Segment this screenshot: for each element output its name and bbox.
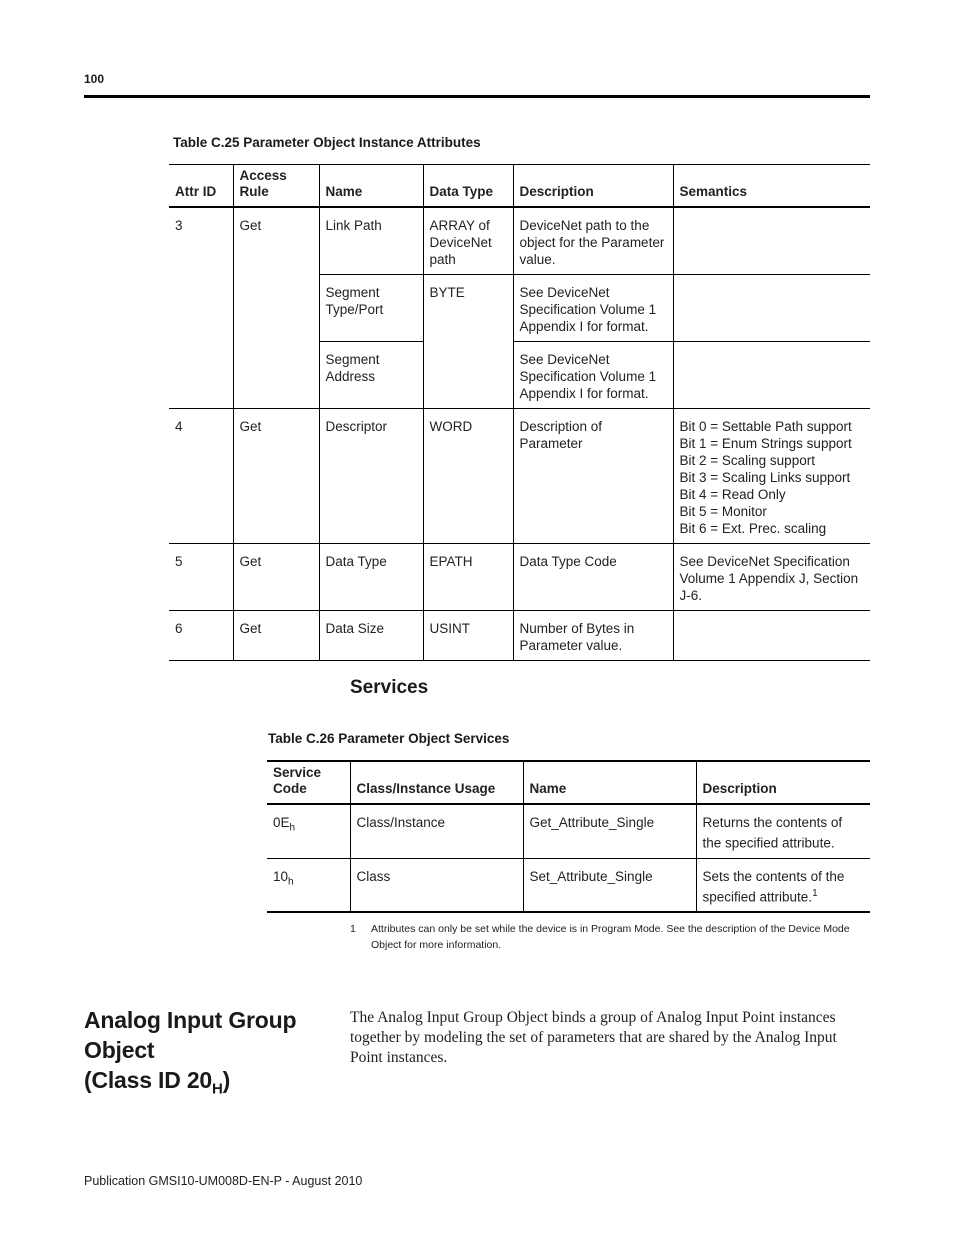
page-number: 100: [84, 72, 105, 86]
header-data-type: Data Type: [423, 165, 513, 208]
header-service-code: Service Code: [267, 761, 350, 804]
header-semantics: Semantics: [673, 165, 870, 208]
parameter-services-table: [267, 760, 870, 913]
service-code-subscript: h: [289, 822, 296, 834]
cell-data-type: BYTE: [423, 275, 513, 409]
service-code-subscript: h: [288, 876, 294, 888]
header-usage: Class/Instance Usage: [350, 761, 523, 804]
cell-data-type: WORD: [423, 409, 513, 544]
cell-semantics-bits: [673, 409, 870, 544]
semantics-line: Bit 2 = Scaling support: [679, 453, 815, 468]
cell-usage: Class: [350, 858, 523, 912]
footnote-number: 1: [350, 923, 356, 935]
header-access-rule: Access Rule: [233, 165, 319, 208]
cell-data-type: EPATH: [423, 544, 513, 611]
header-name: Name: [523, 761, 696, 804]
cell-access-rule: Get: [233, 611, 319, 661]
cell-name: Data Size: [319, 611, 423, 661]
cell-service-code: [267, 804, 350, 858]
cell-name: Segment Type/Port: [319, 275, 423, 342]
header-description: Description: [696, 761, 870, 804]
header-name: Name: [319, 165, 423, 208]
heading-prefix: (Class ID 20: [84, 1067, 212, 1093]
cell-semantics: [673, 342, 870, 409]
services-heading: Services: [350, 677, 429, 698]
footnote-ref: 1: [812, 887, 818, 899]
cell-data-type: ARRAY of DeviceNet path: [423, 207, 513, 275]
header-attr-id: Attr ID: [169, 165, 233, 208]
parameter-attributes-table: [169, 164, 870, 661]
cell-name: Descriptor: [319, 409, 423, 544]
cell-name: Segment Address: [319, 342, 423, 409]
semantics-line: Bit 6 = Ext. Prec. scaling: [679, 521, 827, 536]
heading-line-1: Analog Input Group Object: [84, 1007, 297, 1063]
cell-usage: Class/Instance: [350, 804, 523, 858]
cell-attr-id: 6: [169, 611, 233, 661]
cell-attr-id: 3: [169, 207, 233, 409]
cell-name: Get_Attribute_Single: [523, 804, 696, 858]
table-header-row: [267, 761, 870, 804]
description-text: Returns the contents of the specified attribute.: [702, 815, 843, 851]
heading-subscript: H: [212, 1080, 223, 1098]
analog-input-group-heading: [84, 1005, 334, 1105]
cell-description: See DeviceNet Specification Volume 1 Appendix I for format.: [513, 275, 673, 342]
cell-semantics: [673, 275, 870, 342]
description-text: Sets the contents of the specified attribute.: [702, 868, 845, 904]
footnote-text: Attributes can only be set while the device is in Program Mode. See the description of the Device Mode Object for more information.: [371, 923, 850, 951]
cell-description: See DeviceNet Specification Volume 1 Appendix I for format.: [513, 342, 673, 409]
semantics-line: Bit 0 = Settable Path support: [679, 419, 852, 434]
table-header-row: [169, 165, 870, 208]
cell-description: DeviceNet path to the object for the Parameter value.: [513, 207, 673, 275]
cell-description: [696, 858, 870, 912]
semantics-line: Bit 1 = Enum Strings support: [679, 436, 852, 451]
cell-description: Number of Bytes in Parameter value.: [513, 611, 673, 661]
cell-name: Link Path: [319, 207, 423, 275]
cell-name: Set_Attribute_Single: [523, 858, 696, 912]
table-row: [267, 804, 870, 858]
cell-access-rule: Get: [233, 207, 319, 409]
semantics-line: Bit 5 = Monitor: [679, 504, 767, 519]
service-code-value: 0E: [273, 815, 290, 830]
table-row: [169, 611, 870, 661]
publication-footer: Publication GMSI10-UM008D-EN-P - August 2010: [84, 1174, 363, 1188]
cell-name: Data Type: [319, 544, 423, 611]
table-row: [169, 544, 870, 611]
footnote: [350, 921, 870, 953]
cell-description: Description of Parameter: [513, 409, 673, 544]
cell-description: Data Type Code: [513, 544, 673, 611]
analog-input-group-description: The Analog Input Group Object binds a group of Analog Input Point instances together by modeling the set of parameters that are shared by the Analog Input Point instances.: [350, 1009, 837, 1066]
heading-line-2: [84, 1065, 334, 1105]
header-description: Description: [513, 165, 673, 208]
cell-data-type: USINT: [423, 611, 513, 661]
cell-service-code: [267, 858, 350, 912]
heading-suffix: ): [222, 1067, 231, 1093]
cell-access-rule: Get: [233, 409, 319, 544]
table-row: [169, 207, 870, 275]
cell-semantics: [673, 611, 870, 661]
cell-attr-id: 5: [169, 544, 233, 611]
table-row: [267, 858, 870, 912]
header-rule: [84, 95, 870, 98]
semantics-line: Bit 3 = Scaling Links support: [679, 470, 851, 485]
cell-semantics: [673, 207, 870, 275]
cell-access-rule: Get: [233, 544, 319, 611]
cell-semantics: See DeviceNet Specification Volume 1 Appendix J, Section J-6.: [673, 544, 870, 611]
semantics-line: Bit 4 = Read Only: [679, 487, 786, 502]
cell-attr-id: 4: [169, 409, 233, 544]
services-table-caption: Table C.26 Parameter Object Services: [268, 731, 510, 746]
attributes-table-caption: Table C.25 Parameter Object Instance Attributes: [173, 135, 481, 150]
table-row: [169, 409, 870, 544]
service-code-value: 10: [273, 868, 289, 884]
cell-description: [696, 804, 870, 858]
